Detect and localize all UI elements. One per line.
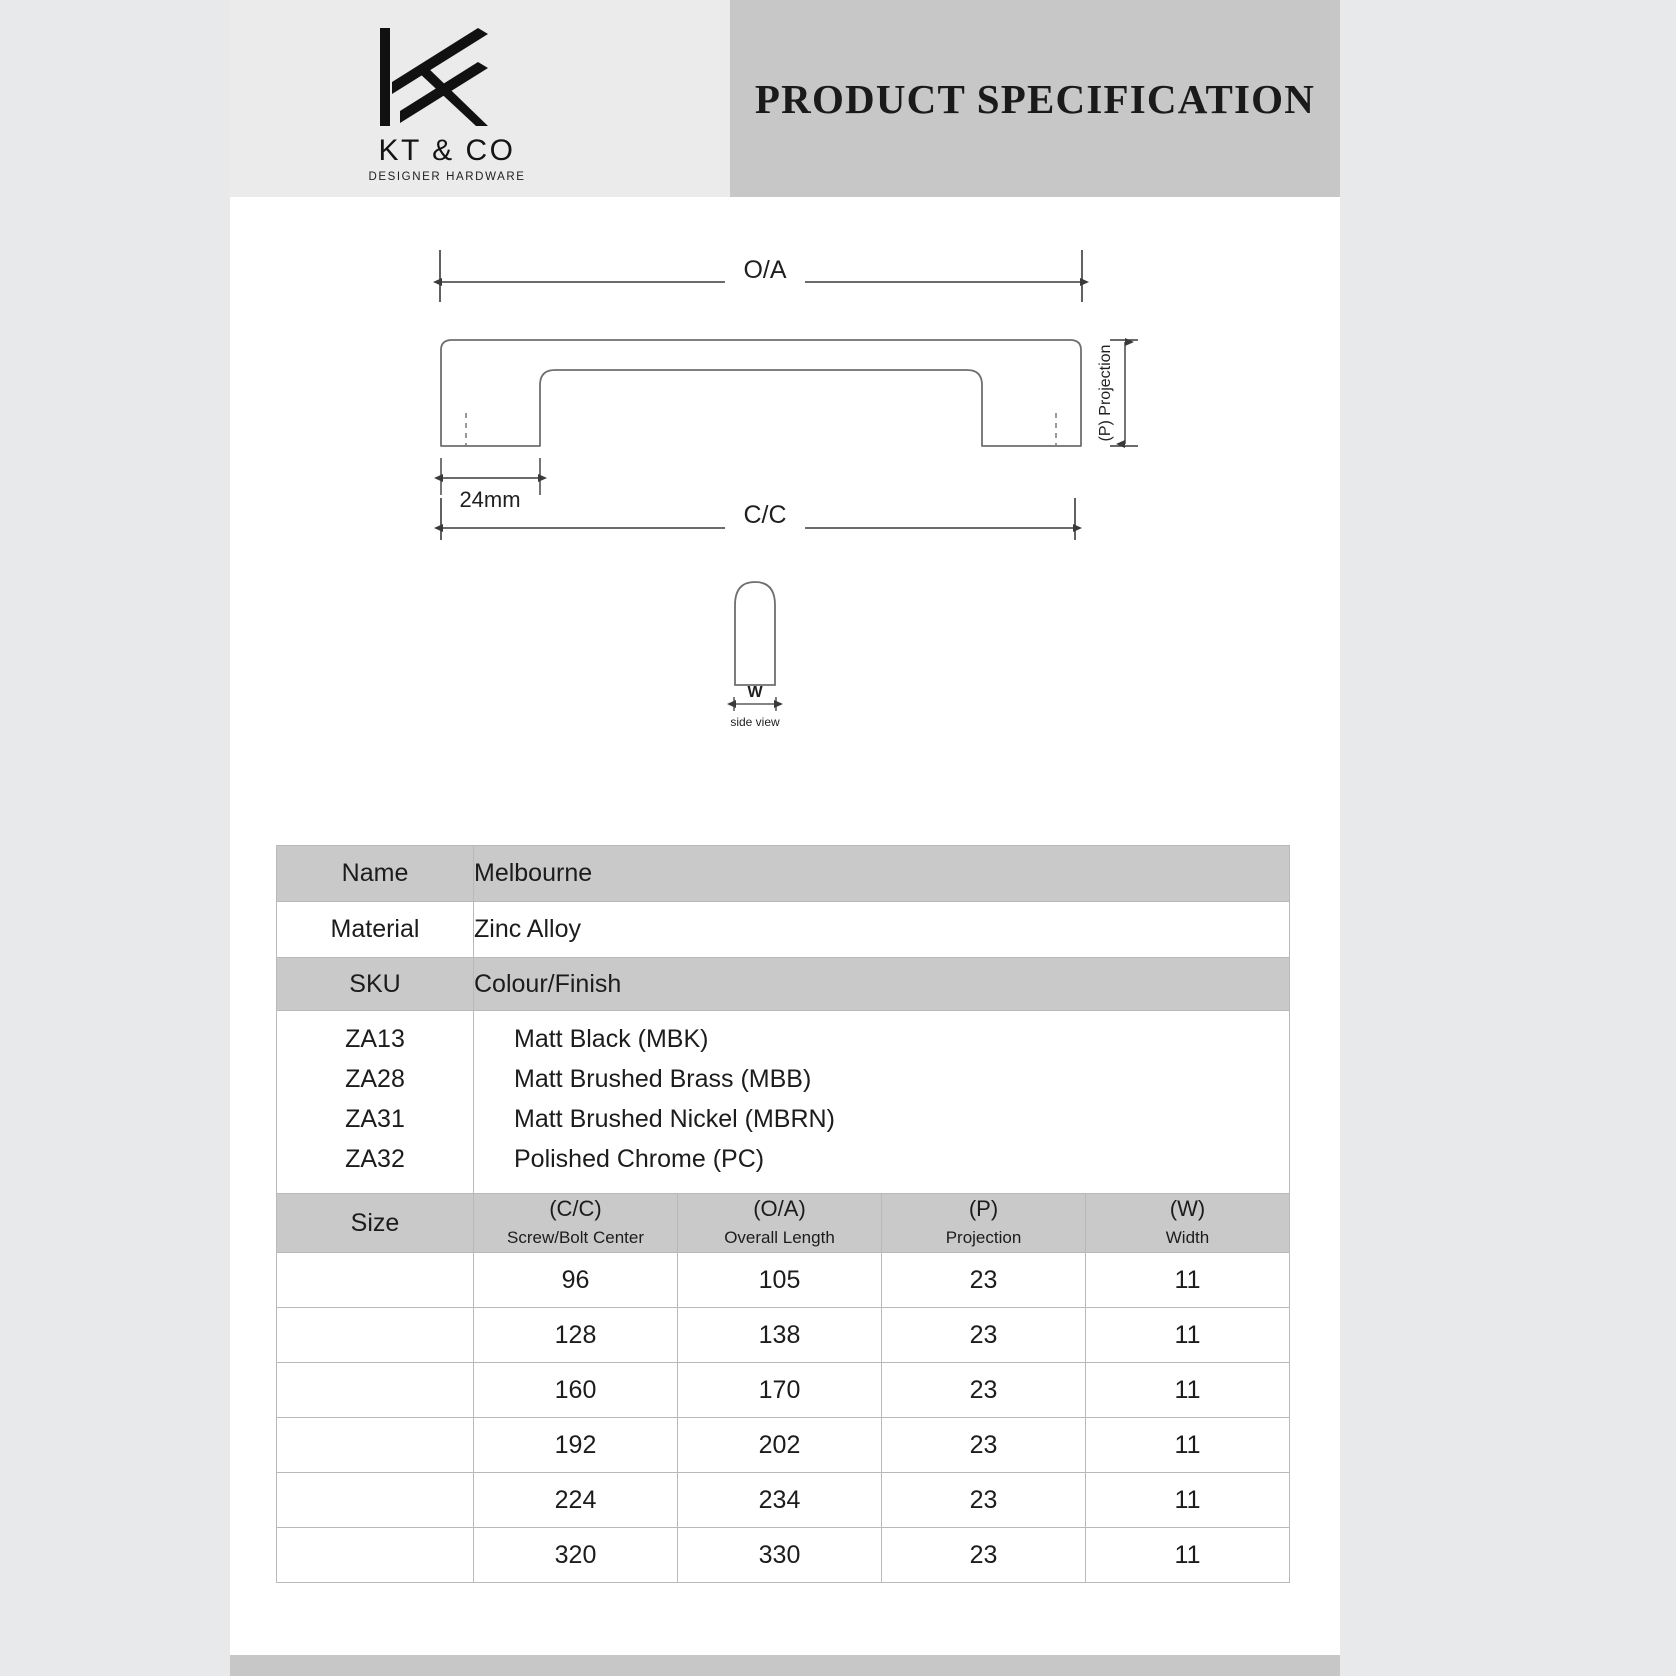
handle-drawing-svg <box>230 210 1340 820</box>
table-row-size <box>277 1528 1290 1583</box>
size-column-desc: Overall Length <box>724 1228 835 1247</box>
table-row-sku-header <box>277 958 1290 1011</box>
table-row-size <box>277 1418 1290 1473</box>
size-w: 11 <box>1086 1308 1290 1363</box>
size-oa: 138 <box>678 1308 882 1363</box>
size-p: 23 <box>882 1528 1086 1583</box>
brand-tagline: DESIGNER HARDWARE <box>368 171 526 183</box>
size-oa: 170 <box>678 1363 882 1418</box>
size-w: 11 <box>1086 1418 1290 1473</box>
table-row-name <box>277 846 1290 902</box>
side-view-label: side view <box>730 715 780 729</box>
overall-length-dimension <box>440 250 1082 302</box>
size-p: 23 <box>882 1473 1086 1528</box>
finish-sku: ZA13 <box>345 1025 405 1053</box>
size-spacer <box>277 1528 474 1583</box>
sku-label: SKU <box>277 958 474 1011</box>
table-row-size <box>277 1363 1290 1418</box>
finish-name-column <box>474 1011 1290 1194</box>
size-cc: 160 <box>474 1363 678 1418</box>
technical-drawing <box>230 210 1340 820</box>
size-spacer <box>277 1308 474 1363</box>
size-cc: 192 <box>474 1418 678 1473</box>
size-oa: 202 <box>678 1418 882 1473</box>
size-p: 23 <box>882 1418 1086 1473</box>
size-oa: 234 <box>678 1473 882 1528</box>
size-column-code: (P) <box>968 1196 999 1221</box>
size-column-header-p <box>882 1194 1086 1253</box>
size-p: 23 <box>882 1253 1086 1308</box>
size-cc: 128 <box>474 1308 678 1363</box>
size-column-desc: Projection <box>945 1228 1022 1247</box>
size-label: Size <box>277 1194 474 1253</box>
material-value: Zinc Alloy <box>474 902 1290 958</box>
table-row-size <box>277 1253 1290 1308</box>
logo-band <box>230 0 730 197</box>
size-column-desc: Screw/Bolt Center <box>507 1228 644 1247</box>
finish-sku: ZA28 <box>345 1065 405 1093</box>
material-label: Material <box>277 902 474 958</box>
name-value: Melbourne <box>474 846 1290 902</box>
leg-offset-label: 24mm <box>459 487 521 512</box>
projection-label: (P) Projection <box>1097 344 1114 442</box>
width-label: W <box>747 684 763 701</box>
finish-name: Matt Brushed Brass (MBB) <box>514 1065 812 1093</box>
specification-table <box>276 845 1290 1583</box>
colour-finish-label: Colour/Finish <box>474 958 1290 1011</box>
finish-name: Matt Black (MBK) <box>514 1025 709 1053</box>
finish-name: Polished Chrome (PC) <box>514 1145 765 1173</box>
size-column-code: (C/C) <box>549 1196 602 1221</box>
finish-name-list <box>474 1011 1289 1193</box>
size-spacer <box>277 1473 474 1528</box>
size-spacer <box>277 1253 474 1308</box>
finish-sku: ZA31 <box>345 1105 405 1133</box>
size-w: 11 <box>1086 1253 1290 1308</box>
page-header <box>230 0 1340 197</box>
table-row-size-header <box>277 1194 1290 1253</box>
finish-sku-column <box>277 1011 474 1194</box>
size-spacer <box>277 1363 474 1418</box>
side-view <box>730 582 780 729</box>
size-cc: 320 <box>474 1528 678 1583</box>
size-spacer <box>277 1418 474 1473</box>
table-row-size <box>277 1473 1290 1528</box>
footer-band <box>230 1655 1340 1676</box>
size-p: 23 <box>882 1363 1086 1418</box>
center-distance-label: C/C <box>743 501 787 529</box>
size-column-code: (W) <box>1169 1196 1206 1221</box>
brand-logo <box>322 22 572 183</box>
finish-sku: ZA32 <box>345 1145 405 1173</box>
table-row-size <box>277 1308 1290 1363</box>
size-column-header-w <box>1086 1194 1290 1253</box>
kt-monogram-icon <box>322 22 572 132</box>
size-w: 11 <box>1086 1363 1290 1418</box>
leg-offset-dimension <box>441 458 540 512</box>
size-column-code: (O/A) <box>753 1196 806 1221</box>
name-label: Name <box>277 846 474 902</box>
size-cc: 96 <box>474 1253 678 1308</box>
size-w: 11 <box>1086 1528 1290 1583</box>
table-row-finishes <box>277 1011 1290 1194</box>
size-column-header-oa <box>678 1194 882 1253</box>
size-oa: 330 <box>678 1528 882 1583</box>
size-p: 23 <box>882 1308 1086 1363</box>
size-oa: 105 <box>678 1253 882 1308</box>
specification-sheet <box>230 0 1340 1676</box>
finish-name: Matt Brushed Nickel (MBRN) <box>514 1105 835 1133</box>
overall-length-label: O/A <box>743 256 787 284</box>
projection-dimension <box>1097 340 1138 446</box>
finish-sku-list <box>277 1011 473 1193</box>
width-dimension <box>734 684 776 711</box>
size-column-desc: Width <box>1165 1228 1210 1247</box>
handle-profile <box>441 340 1081 446</box>
size-column-header-cc <box>474 1194 678 1253</box>
page-title: PRODUCT SPECIFICATION <box>754 75 1316 122</box>
size-cc: 224 <box>474 1473 678 1528</box>
table-row-material <box>277 902 1290 958</box>
brand-name: KT & CO <box>378 134 516 167</box>
title-band <box>730 0 1340 197</box>
center-distance-dimension <box>441 498 1075 540</box>
size-w: 11 <box>1086 1473 1290 1528</box>
